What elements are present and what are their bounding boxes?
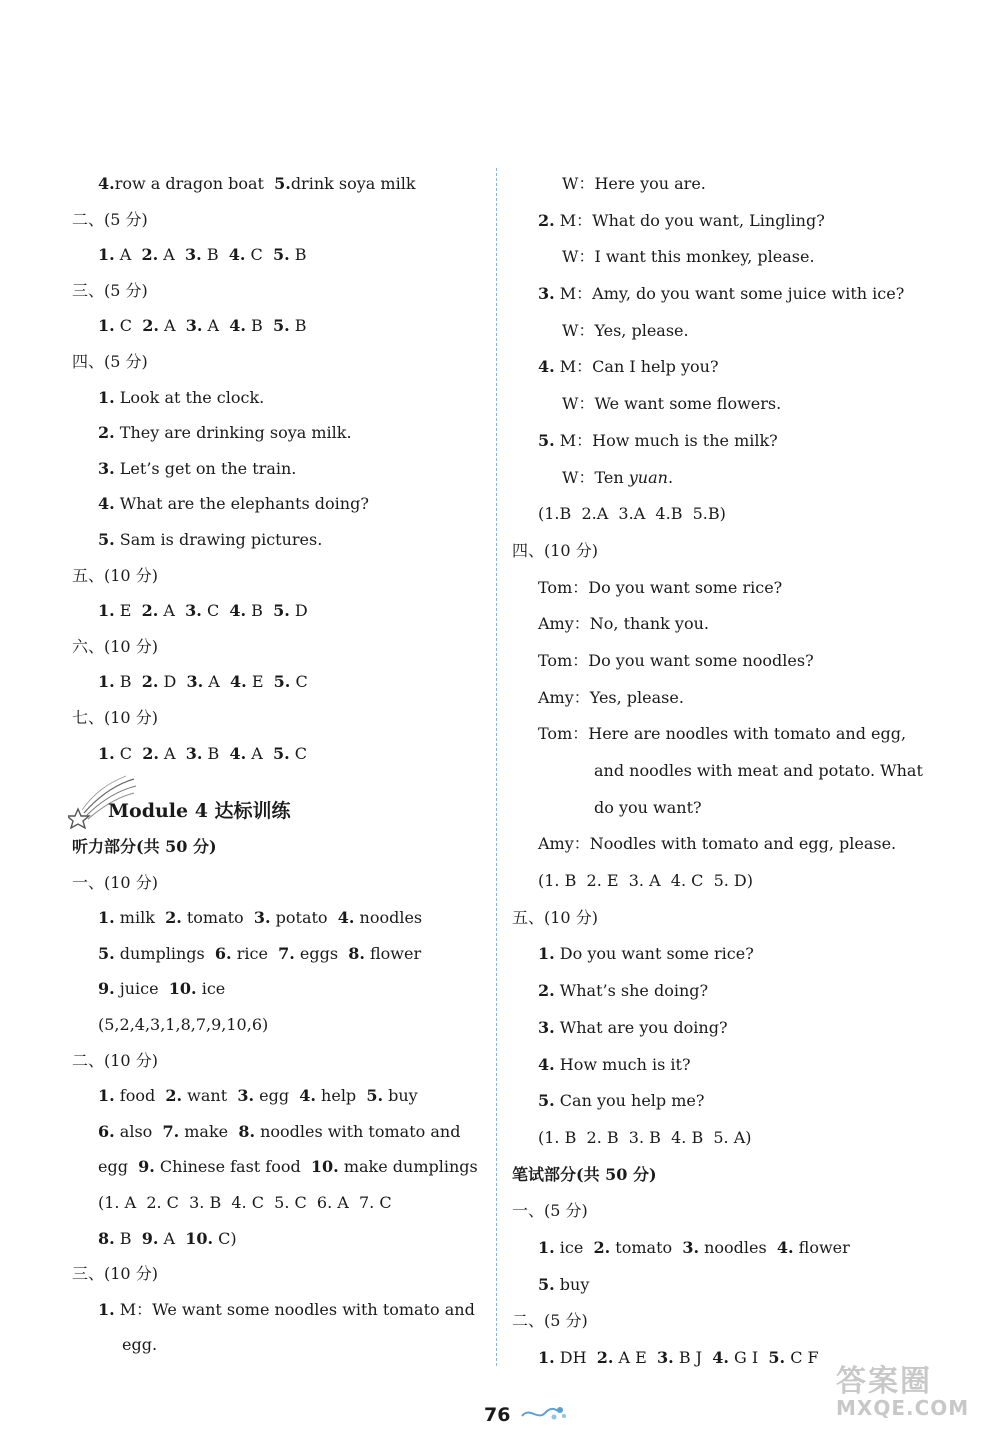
answer-text: A (158, 245, 186, 265)
section-heading: 二、(5 分) (512, 1311, 588, 1331)
section-heading: 二、(5 分) (72, 209, 148, 229)
item-number: 3. (185, 245, 202, 265)
item-number: 5. (274, 174, 291, 193)
module-title-text: Module 4 达标训练 (108, 800, 291, 823)
answer-text: M：Amy, do you want some juice with ice? (554, 284, 905, 304)
answer-text: What are you doing? (554, 1017, 728, 1037)
answer-text: buy (383, 1086, 418, 1106)
item-number: 2. (141, 245, 159, 265)
answer-text: Tom：Here are noodles with tomato and egg, (538, 724, 907, 744)
section-heading: 一、(10 分) (72, 872, 158, 892)
answer-line (72, 522, 484, 558)
answer-text: C) (213, 1228, 237, 1248)
item-number: 3. (185, 316, 203, 336)
answer-line (512, 460, 932, 497)
item-number: 4. (229, 601, 247, 621)
answer-text: Look at the clock. (114, 387, 265, 407)
answer-text: egg. (122, 1335, 158, 1355)
answer-text: juice (114, 979, 169, 999)
item-number: 3. (185, 601, 202, 621)
item-number: 4. (538, 357, 555, 377)
page-decoration-icon (520, 1402, 568, 1424)
answer-line (512, 753, 932, 790)
answer-line (72, 486, 484, 522)
section-heading: 四、(10 分) (512, 540, 598, 560)
item-number: 4. (712, 1348, 729, 1367)
answer-line (72, 1221, 484, 1257)
item-number: 2. (98, 423, 115, 443)
item-number: 2. (593, 1237, 611, 1257)
item-number: 1. (98, 1086, 115, 1106)
item-number: 9. (98, 979, 115, 999)
answer-line (512, 1047, 932, 1084)
section-heading: 四、(5 分) (72, 351, 148, 371)
answer-text: Can you help me? (554, 1091, 705, 1111)
answer-line (72, 1078, 484, 1114)
answer-text: M：We want some noodles with tomato and (114, 1299, 475, 1319)
answer-text: make dumplings (338, 1157, 478, 1177)
answer-text: C (290, 672, 308, 692)
answer-text: B (289, 316, 307, 336)
item-number: 1. (538, 944, 555, 964)
answer-line (72, 936, 484, 972)
item-number: 5. (273, 672, 291, 692)
item-number: 2. (165, 908, 182, 928)
item-number: 1. (98, 672, 115, 692)
item-number: 3. (538, 1017, 555, 1037)
item-number: 7. (278, 943, 295, 963)
item-number: 4. (98, 494, 115, 514)
section-heading: 六、(10 分) (72, 636, 158, 656)
answer-text: make (179, 1121, 239, 1141)
answer-text: B J (673, 1348, 713, 1367)
answer-line (512, 826, 932, 863)
answer-line (72, 1007, 484, 1043)
item-number: 1. (98, 1299, 115, 1319)
item-number: 5. (538, 1091, 555, 1111)
item-number: 3. (657, 1348, 674, 1367)
answer-line (72, 380, 484, 416)
item-number: 1. (98, 743, 115, 763)
left-column (72, 166, 484, 1363)
answer-line (512, 423, 932, 460)
section-heading: 五、(10 分) (512, 907, 598, 927)
item-number: 5. (272, 743, 290, 763)
item-number: 9. (138, 1157, 155, 1177)
answer-line (512, 863, 932, 900)
item-number: 2. (538, 210, 555, 230)
answer-line (72, 166, 484, 202)
answer-text: potato (270, 908, 338, 928)
item-number: 2. (141, 601, 159, 621)
answer-line (512, 349, 932, 386)
answer-text: W：Ten (562, 467, 629, 487)
item-number: 3. (98, 458, 115, 478)
answer-text: A (158, 601, 186, 621)
item-number: 4. (538, 1054, 555, 1074)
answer-line (512, 386, 932, 423)
answer-line (512, 1010, 932, 1047)
answer-text: help (315, 1086, 367, 1106)
item-number: 5. (98, 529, 115, 549)
section-heading: 五、(10 分) (72, 565, 158, 585)
answer-text: What’s she doing? (554, 981, 709, 1001)
answer-text: Let’s get on the train. (114, 458, 297, 478)
part-heading: 笔试部分(共 50 分) (512, 1164, 657, 1184)
answer-line (512, 276, 932, 313)
answer-text: M：How much is the milk? (554, 430, 778, 450)
item-number: 2. (165, 1086, 183, 1106)
answer-text: W：Yes, please. (562, 320, 689, 340)
item-number: 6. (98, 1121, 115, 1141)
answer-text: tomato (181, 908, 254, 928)
answer-text: A (158, 743, 186, 763)
answer-text: W：We want some flowers. (562, 394, 782, 414)
answer-line (72, 900, 484, 936)
item-number: 1. (98, 908, 115, 928)
answer-text: W：I want this monkey, please. (562, 247, 815, 267)
answer-text: C (201, 601, 230, 621)
answer-line (512, 973, 932, 1010)
answer-line (512, 166, 932, 203)
answer-text: milk (114, 908, 166, 928)
item-number: 9. (141, 1228, 159, 1248)
answer-text: Amy：No, thank you. (538, 614, 709, 634)
answer-text: tomato (610, 1237, 683, 1257)
answer-line (512, 496, 932, 533)
answer-text: G I (728, 1348, 769, 1367)
module-title (68, 775, 484, 829)
item-number: 7. (162, 1121, 180, 1141)
answer-text: flower (364, 943, 422, 963)
section-heading: 二、(10 分) (72, 1050, 158, 1070)
answer-line (72, 664, 484, 700)
answer-text: A E (613, 1348, 658, 1367)
answer-text: Sam is drawing pictures. (114, 529, 323, 549)
item-number: 2. (142, 316, 159, 336)
answer-text: (5,2,4,3,1,8,7,9,10,6) (98, 1015, 269, 1035)
answer-text: B (201, 245, 229, 265)
answer-text: A (246, 743, 273, 763)
item-number: 4. (229, 316, 246, 336)
answer-text: D (289, 601, 308, 621)
answer-text: C (114, 316, 143, 336)
column-divider (496, 168, 497, 1366)
part-heading: 听力部分(共 50 分) (72, 837, 217, 857)
answer-text: A (203, 672, 231, 692)
item-number: 10. (185, 1228, 214, 1248)
answer-line (72, 415, 484, 451)
item-number: 1. (98, 387, 115, 407)
item-number: 1. (98, 316, 115, 336)
answer-text: drink soya milk (290, 174, 416, 193)
answer-text: E (114, 601, 142, 621)
answer-text: A (158, 316, 186, 336)
answer-text: ice (196, 979, 226, 999)
item-number: 3. (253, 908, 271, 928)
item-number: 3. (185, 743, 203, 763)
item-number: 2. (538, 981, 555, 1001)
answer-text: Amy：Noodles with tomato and egg, please. (538, 834, 897, 854)
item-number: 8. (348, 943, 365, 963)
item-number: 2. (142, 743, 159, 763)
answer-text: (1. A 2. C 3. B 4. C 5. C 6. A 7. C (98, 1193, 392, 1213)
item-number: 2. (596, 1348, 614, 1367)
answer-text: M：Can I help you? (554, 357, 719, 377)
answer-text: Chinese fast food (154, 1157, 311, 1177)
item-number: 1. (98, 245, 115, 265)
item-number: 3. (237, 1086, 255, 1106)
answer-text: Do you want some rice? (554, 944, 754, 964)
answer-text: B (114, 672, 142, 692)
answer-line (512, 936, 932, 973)
answer-text: DH (554, 1348, 597, 1367)
answer-line (512, 570, 932, 607)
answer-text: row a dragon boat (114, 174, 275, 193)
answer-text: ice (554, 1237, 594, 1257)
answer-text: D (158, 672, 187, 692)
section-heading: 一、(5 分) (512, 1201, 588, 1221)
answer-line (512, 1267, 932, 1304)
answer-line (512, 790, 932, 827)
answer-line (72, 1292, 484, 1328)
answer-line (512, 643, 932, 680)
answer-text: Tom：Do you want some noodles? (538, 650, 814, 670)
answer-text: (1.B 2.A 3.A 4.B 5.B) (538, 504, 726, 524)
answer-text: E (246, 672, 274, 692)
item-number: 8. (238, 1121, 256, 1141)
answer-line (72, 971, 484, 1007)
item-number: 5. (538, 1274, 555, 1294)
answer-text: also (114, 1121, 163, 1141)
answer-text: (1. B 2. E 3. A 4. C 5. D) (538, 871, 753, 891)
item-number: 5. (273, 601, 290, 621)
answer-text: noodles with tomato and (255, 1121, 461, 1141)
answer-line (512, 1230, 932, 1267)
answer-text: B (245, 316, 273, 336)
answer-text: B (289, 245, 307, 265)
item-number: 4. (337, 908, 355, 928)
answer-line (72, 1327, 484, 1363)
answer-text: M：What do you want, Lingling? (554, 210, 825, 230)
item-number: 4. (299, 1086, 316, 1106)
answer-line (72, 451, 484, 487)
answer-text: food (114, 1086, 166, 1106)
answer-text: B (246, 601, 274, 621)
item-number: 5. (98, 943, 115, 963)
answer-text: want (182, 1086, 238, 1106)
answer-text: What are the elephants doing? (114, 494, 369, 514)
answer-text: A (158, 1228, 186, 1248)
answer-text: They are drinking soya milk. (114, 423, 352, 443)
answer-text: buy (554, 1274, 590, 1294)
answer-line (72, 1149, 484, 1185)
answer-text: A (202, 316, 230, 336)
answer-text: dumplings (114, 943, 215, 963)
answer-text: C (245, 245, 273, 265)
answer-text: C (114, 743, 143, 763)
answer-text: B (114, 1228, 142, 1248)
item-number: 8. (98, 1228, 115, 1248)
item-number: 4. (98, 174, 115, 193)
item-number: 1. (98, 601, 115, 621)
answer-text: noodles (699, 1237, 777, 1257)
item-number: 5. (272, 316, 290, 336)
answer-line (72, 1185, 484, 1221)
answer-text: C F (785, 1348, 819, 1367)
item-number: 4. (776, 1237, 794, 1257)
item-number: 5. (768, 1348, 786, 1367)
answer-text: B (202, 743, 230, 763)
item-number: 3. (682, 1237, 700, 1257)
answer-line (72, 308, 484, 344)
item-number: 4. (230, 672, 247, 692)
answer-line (72, 1114, 484, 1150)
answer-text: Tom：Do you want some rice? (538, 577, 783, 597)
answer-line (512, 239, 932, 276)
item-number: 10. (310, 1157, 339, 1177)
item-number: 3. (538, 284, 555, 304)
item-number: 5. (272, 245, 290, 265)
answer-line (512, 1083, 932, 1120)
right-column (512, 166, 932, 1377)
page-number: 76 (484, 1404, 511, 1426)
section-heading: 三、(5 分) (72, 280, 148, 300)
item-number: 10. (168, 979, 197, 999)
answer-text: How much is it? (554, 1054, 691, 1074)
answer-line (512, 203, 932, 240)
answer-text: do you want? (594, 797, 702, 817)
answer-text: and noodles with meat and potato. What (594, 761, 923, 780)
item-number: 5. (538, 430, 555, 450)
answer-text: W：Here you are. (562, 174, 706, 193)
answer-text: noodles (354, 908, 423, 928)
watermark (836, 1356, 969, 1420)
answer-line (512, 606, 932, 643)
item-number: 2. (141, 672, 159, 692)
item-number: 4. (228, 245, 246, 265)
answer-text: egg (254, 1086, 300, 1106)
answer-text: C (289, 743, 307, 763)
item-number: 5. (366, 1086, 384, 1106)
answer-text: egg (98, 1157, 139, 1177)
answer-line (72, 736, 484, 772)
item-number: 4. (229, 743, 247, 763)
item-number: 6. (214, 943, 232, 963)
answer-line (512, 1120, 932, 1157)
answer-line (512, 680, 932, 717)
watermark-line-1: 答案圈 (836, 1364, 932, 1399)
item-number: 1. (538, 1237, 555, 1257)
answer-text: (1. B 2. B 3. B 4. B 5. A) (538, 1127, 752, 1147)
answer-line (72, 593, 484, 629)
answer-text: A (114, 245, 142, 265)
answer-text: eggs (294, 943, 349, 963)
item-number: 3. (186, 672, 204, 692)
answer-text: Amy：Yes, please. (538, 687, 684, 707)
answer-line (512, 313, 932, 350)
section-heading: 七、(10 分) (72, 707, 158, 727)
answer-text: yuan (628, 467, 668, 487)
section-heading: 三、(10 分) (72, 1264, 158, 1284)
item-number: 1. (538, 1348, 555, 1367)
watermark-line-2: MXQE.COM (836, 1396, 970, 1420)
answer-text: . (667, 467, 674, 487)
answer-line (72, 237, 484, 273)
answer-text: rice (231, 943, 279, 963)
answer-text: flower (793, 1237, 850, 1257)
answer-line (512, 716, 932, 753)
